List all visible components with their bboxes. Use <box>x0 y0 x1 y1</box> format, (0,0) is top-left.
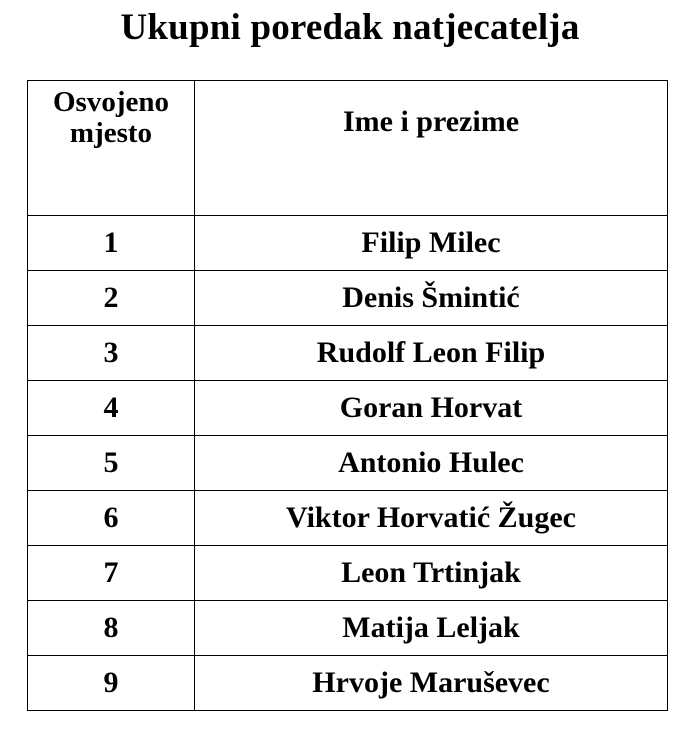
table-header <box>28 81 668 216</box>
table-row <box>28 546 668 601</box>
header-name: Ime i prezime <box>195 81 668 216</box>
table-row <box>28 436 668 491</box>
header-place-line2: mjesto <box>69 117 153 149</box>
name-cell: Denis Šmintić <box>195 271 668 326</box>
table-row <box>28 271 668 326</box>
header-place-line1: Osvojeno <box>53 86 169 118</box>
place-cell: 6 <box>28 491 195 546</box>
place-cell: 4 <box>28 381 195 436</box>
name-cell: Filip Milec <box>195 216 668 271</box>
ranking-table <box>27 80 668 711</box>
table-row <box>28 326 668 381</box>
name-cell: Goran Horvat <box>195 381 668 436</box>
place-cell: 8 <box>28 601 195 656</box>
name-cell: Hrvoje Maruševec <box>195 656 668 711</box>
place-cell: 9 <box>28 656 195 711</box>
place-cell: 7 <box>28 546 195 601</box>
name-cell: Viktor Horvatić Žugec <box>195 491 668 546</box>
name-cell: Leon Trtinjak <box>195 546 668 601</box>
place-cell: 3 <box>28 326 195 381</box>
table-body <box>28 216 668 711</box>
table-row <box>28 601 668 656</box>
name-cell: Antonio Hulec <box>195 436 668 491</box>
table-row <box>28 656 668 711</box>
table-row <box>28 491 668 546</box>
table-row <box>28 216 668 271</box>
place-cell: 2 <box>28 271 195 326</box>
table-row <box>28 381 668 436</box>
place-cell: 5 <box>28 436 195 491</box>
place-cell: 1 <box>28 216 195 271</box>
name-cell: Matija Leljak <box>195 601 668 656</box>
header-row <box>28 81 668 216</box>
name-cell: Rudolf Leon Filip <box>195 326 668 381</box>
page-title: Ukupni poredak natjecatelja <box>120 7 580 48</box>
header-place <box>28 81 195 216</box>
